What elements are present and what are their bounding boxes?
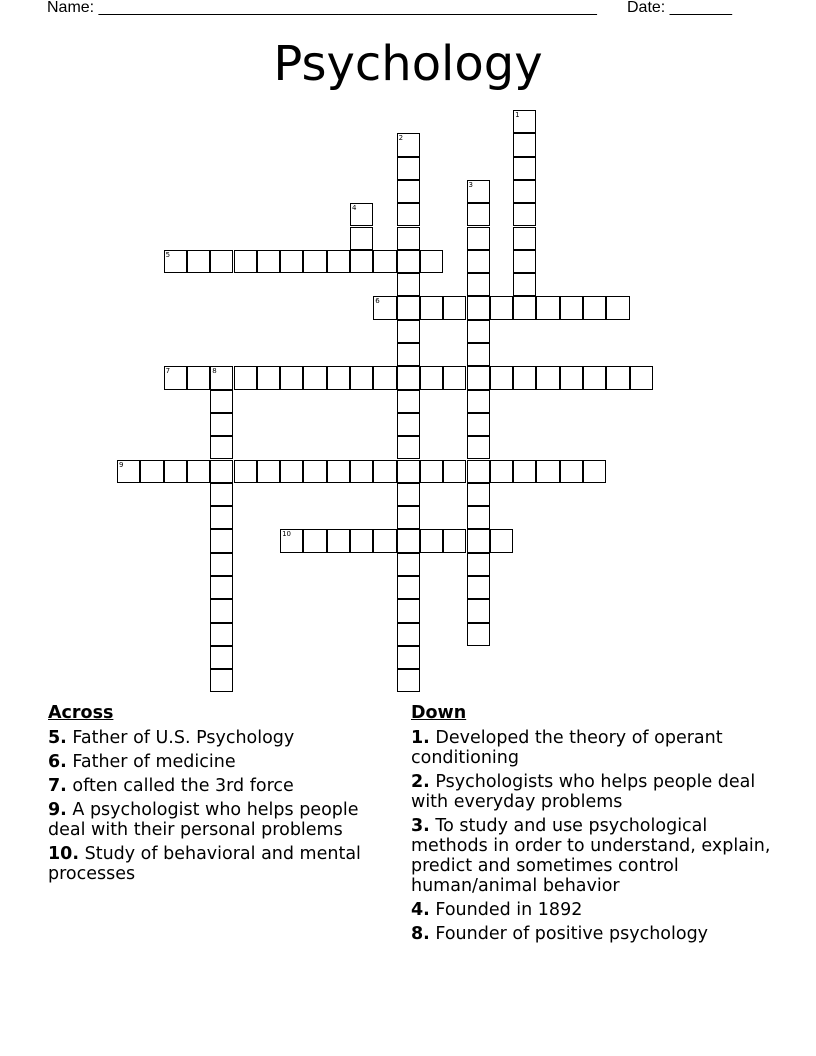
grid-cell[interactable] bbox=[513, 157, 536, 180]
grid-cell[interactable] bbox=[210, 460, 233, 483]
clue-across-7 bbox=[48, 776, 398, 796]
grid-cell[interactable] bbox=[397, 623, 420, 646]
grid-cell[interactable] bbox=[490, 296, 513, 319]
grid-cell[interactable] bbox=[397, 599, 420, 622]
grid-cell[interactable] bbox=[397, 436, 420, 459]
grid-cell[interactable] bbox=[630, 366, 653, 389]
grid-cell[interactable] bbox=[210, 669, 233, 692]
clue-number: 6. bbox=[48, 752, 67, 772]
grid-cell[interactable] bbox=[373, 296, 396, 319]
clue-number: 8. bbox=[411, 924, 430, 944]
grid-cell[interactable] bbox=[187, 366, 210, 389]
grid-cell[interactable] bbox=[234, 460, 257, 483]
grid-cell[interactable] bbox=[397, 669, 420, 692]
grid-cell[interactable] bbox=[164, 250, 187, 273]
grid-cell[interactable] bbox=[117, 460, 140, 483]
grid-cell[interactable] bbox=[210, 483, 233, 506]
grid-cell[interactable] bbox=[397, 273, 420, 296]
clue-number: 9. bbox=[48, 800, 67, 820]
cell-number: 10 bbox=[282, 530, 292, 539]
grid-cell[interactable] bbox=[303, 366, 326, 389]
grid-cell[interactable] bbox=[467, 366, 490, 389]
grid-cell[interactable] bbox=[467, 296, 490, 319]
grid-cell[interactable] bbox=[397, 529, 420, 552]
grid-cell[interactable] bbox=[467, 413, 490, 436]
grid-cell[interactable] bbox=[467, 529, 490, 552]
clue-down-8 bbox=[411, 924, 771, 944]
grid-cell[interactable] bbox=[327, 366, 350, 389]
grid-cell[interactable] bbox=[210, 553, 233, 576]
grid-cell[interactable] bbox=[467, 343, 490, 366]
grid-cell[interactable] bbox=[327, 529, 350, 552]
across-clues bbox=[48, 702, 398, 888]
grid-cell[interactable] bbox=[467, 553, 490, 576]
grid-cell[interactable] bbox=[420, 250, 443, 273]
grid-cell[interactable] bbox=[443, 460, 466, 483]
grid-cell[interactable] bbox=[280, 529, 303, 552]
puzzle-title: Psychology bbox=[273, 36, 543, 92]
down-heading: Down bbox=[411, 703, 467, 723]
grid-cell[interactable] bbox=[560, 296, 583, 319]
grid-cell[interactable] bbox=[467, 436, 490, 459]
grid-cell[interactable] bbox=[350, 250, 373, 273]
grid-cell[interactable] bbox=[467, 180, 490, 203]
grid-cell[interactable] bbox=[536, 296, 559, 319]
grid-cell[interactable] bbox=[513, 250, 536, 273]
grid-cell[interactable] bbox=[467, 506, 490, 529]
clue-down-3 bbox=[411, 816, 771, 896]
grid-cell[interactable] bbox=[490, 366, 513, 389]
grid-cell[interactable] bbox=[420, 529, 443, 552]
down-clues bbox=[411, 702, 771, 948]
grid-cell[interactable] bbox=[327, 460, 350, 483]
cell-number: 8 bbox=[212, 367, 217, 376]
grid-cell[interactable] bbox=[280, 460, 303, 483]
grid-cell[interactable] bbox=[373, 250, 396, 273]
grid-cell[interactable] bbox=[210, 646, 233, 669]
grid-cell[interactable] bbox=[443, 529, 466, 552]
clue-down-4 bbox=[411, 900, 771, 920]
clue-number: 5. bbox=[48, 728, 67, 748]
grid-cell[interactable] bbox=[397, 483, 420, 506]
grid-cell[interactable] bbox=[210, 390, 233, 413]
grid-cell[interactable] bbox=[397, 576, 420, 599]
grid-cell[interactable] bbox=[467, 203, 490, 226]
grid-cell[interactable] bbox=[397, 390, 420, 413]
grid-cell[interactable] bbox=[397, 203, 420, 226]
grid-cell[interactable] bbox=[280, 250, 303, 273]
grid-cell[interactable] bbox=[397, 413, 420, 436]
grid-cell[interactable] bbox=[397, 296, 420, 319]
grid-cell[interactable] bbox=[467, 250, 490, 273]
grid-cell[interactable] bbox=[350, 460, 373, 483]
grid-cell[interactable] bbox=[350, 203, 373, 226]
grid-cell[interactable] bbox=[280, 366, 303, 389]
grid-cell[interactable] bbox=[467, 599, 490, 622]
grid-cell[interactable] bbox=[210, 250, 233, 273]
grid-cell[interactable] bbox=[397, 460, 420, 483]
grid-cell[interactable] bbox=[467, 623, 490, 646]
grid-cell[interactable] bbox=[513, 203, 536, 226]
grid-cell[interactable] bbox=[490, 529, 513, 552]
date-field[interactable]: Date: _______ bbox=[627, 0, 732, 16]
clue-number: 4. bbox=[411, 900, 430, 920]
grid-cell[interactable] bbox=[513, 180, 536, 203]
clue-across-6 bbox=[48, 752, 398, 772]
grid-cell[interactable] bbox=[513, 110, 536, 133]
grid-cell[interactable] bbox=[513, 460, 536, 483]
grid-cell[interactable] bbox=[420, 460, 443, 483]
grid-cell[interactable] bbox=[513, 273, 536, 296]
cell-number: 9 bbox=[119, 460, 124, 469]
grid-cell[interactable] bbox=[397, 506, 420, 529]
grid-cell[interactable] bbox=[467, 483, 490, 506]
clue-number: 7. bbox=[48, 776, 67, 796]
clue-text: To study and use psychological methods in order to understand, explain, predict and sometimes control human/animal behavior bbox=[411, 816, 771, 896]
grid-cell[interactable] bbox=[420, 366, 443, 389]
cell-number: 1 bbox=[515, 111, 520, 119]
clue-number: 2. bbox=[411, 772, 430, 792]
grid-cell[interactable] bbox=[583, 296, 606, 319]
cell-number: 6 bbox=[375, 297, 380, 306]
grid-cell[interactable] bbox=[397, 646, 420, 669]
grid-cell[interactable] bbox=[536, 460, 559, 483]
clue-number: 10. bbox=[48, 844, 80, 864]
grid-cell[interactable] bbox=[397, 553, 420, 576]
grid-cell[interactable] bbox=[327, 250, 350, 273]
clue-text: Founder of positive psychology bbox=[435, 924, 709, 944]
grid-cell[interactable] bbox=[397, 180, 420, 203]
grid-cell[interactable] bbox=[443, 366, 466, 389]
grid-cell[interactable] bbox=[303, 460, 326, 483]
grid-cell[interactable] bbox=[420, 296, 443, 319]
grid-cell[interactable] bbox=[606, 296, 629, 319]
grid-cell[interactable] bbox=[210, 436, 233, 459]
grid-cell[interactable] bbox=[210, 506, 233, 529]
grid-cell[interactable] bbox=[210, 529, 233, 552]
grid-cell[interactable] bbox=[350, 366, 373, 389]
grid-cell[interactable] bbox=[257, 250, 280, 273]
grid-cell[interactable] bbox=[303, 250, 326, 273]
grid-cell[interactable] bbox=[397, 250, 420, 273]
grid-cell[interactable] bbox=[443, 296, 466, 319]
grid-cell[interactable] bbox=[467, 320, 490, 343]
clue-text: Father of medicine bbox=[72, 752, 236, 772]
grid-cell[interactable] bbox=[210, 623, 233, 646]
grid-cell[interactable] bbox=[513, 133, 536, 156]
grid-cell[interactable] bbox=[397, 366, 420, 389]
cell-number: 3 bbox=[468, 180, 473, 189]
grid-cell[interactable] bbox=[257, 366, 280, 389]
grid-cell[interactable] bbox=[303, 529, 326, 552]
grid-cell[interactable] bbox=[513, 296, 536, 319]
grid-cell[interactable] bbox=[467, 576, 490, 599]
cell-number: 2 bbox=[398, 134, 404, 143]
grid-cell[interactable] bbox=[467, 227, 490, 250]
grid-cell[interactable] bbox=[373, 460, 396, 483]
grid-cell[interactable] bbox=[560, 366, 583, 389]
grid-cell[interactable] bbox=[210, 366, 233, 389]
grid-cell[interactable] bbox=[164, 460, 187, 483]
clue-across-5 bbox=[48, 728, 398, 748]
grid-cell[interactable] bbox=[467, 460, 490, 483]
clue-down-1 bbox=[411, 728, 771, 768]
grid-cell[interactable] bbox=[140, 460, 163, 483]
grid-cell[interactable] bbox=[234, 366, 257, 389]
clue-number: 1. bbox=[411, 728, 430, 748]
grid-cell[interactable] bbox=[373, 529, 396, 552]
grid-cell[interactable] bbox=[187, 460, 210, 483]
grid-cell[interactable] bbox=[397, 157, 420, 180]
grid-cell[interactable] bbox=[490, 460, 513, 483]
clue-text: Founded in 1892 bbox=[435, 900, 583, 920]
clue-down-2 bbox=[411, 772, 771, 812]
grid-cell[interactable] bbox=[187, 250, 210, 273]
clue-text: often called the 3rd force bbox=[72, 776, 294, 796]
grid-cell[interactable] bbox=[467, 390, 490, 413]
clue-text: Father of U.S. Psychology bbox=[72, 728, 295, 748]
grid-cell[interactable] bbox=[560, 460, 583, 483]
grid-cell[interactable] bbox=[583, 366, 606, 389]
across-heading: Across bbox=[48, 703, 114, 723]
clue-text: Study of behavioral and mental processes bbox=[48, 844, 361, 884]
cell-number: 7 bbox=[165, 367, 171, 376]
grid-cell[interactable] bbox=[606, 366, 629, 389]
grid-cell[interactable] bbox=[210, 413, 233, 436]
grid-cell[interactable] bbox=[536, 366, 559, 389]
grid-cell[interactable] bbox=[397, 133, 420, 156]
grid-cell[interactable] bbox=[467, 273, 490, 296]
clue-across-9 bbox=[48, 800, 398, 840]
grid-cell[interactable] bbox=[397, 320, 420, 343]
clue-text: Psychologists who helps people deal with everyday problems bbox=[411, 772, 756, 812]
grid-cell[interactable] bbox=[397, 343, 420, 366]
grid-cell[interactable] bbox=[164, 366, 187, 389]
clue-text: Developed the theory of operant conditioning bbox=[411, 728, 723, 768]
clue-number: 3. bbox=[411, 816, 430, 836]
cell-number: 4 bbox=[352, 204, 357, 213]
grid-cell[interactable] bbox=[257, 460, 280, 483]
clue-across-10 bbox=[48, 844, 398, 884]
grid-cell[interactable] bbox=[210, 576, 233, 599]
grid-cell[interactable] bbox=[234, 250, 257, 273]
grid-cell[interactable] bbox=[397, 227, 420, 250]
grid-cell[interactable] bbox=[513, 227, 536, 250]
grid-cell[interactable] bbox=[210, 599, 233, 622]
grid-cell[interactable] bbox=[373, 366, 396, 389]
grid-cell[interactable] bbox=[350, 529, 373, 552]
grid-cell[interactable] bbox=[583, 460, 606, 483]
clue-text: A psychologist who helps people deal with their personal problems bbox=[48, 800, 359, 840]
grid-cell[interactable] bbox=[350, 227, 373, 250]
grid-cell[interactable] bbox=[513, 366, 536, 389]
cell-number: 5 bbox=[165, 250, 171, 259]
name-field[interactable]: Name: ________________________________________________________ bbox=[47, 0, 597, 16]
